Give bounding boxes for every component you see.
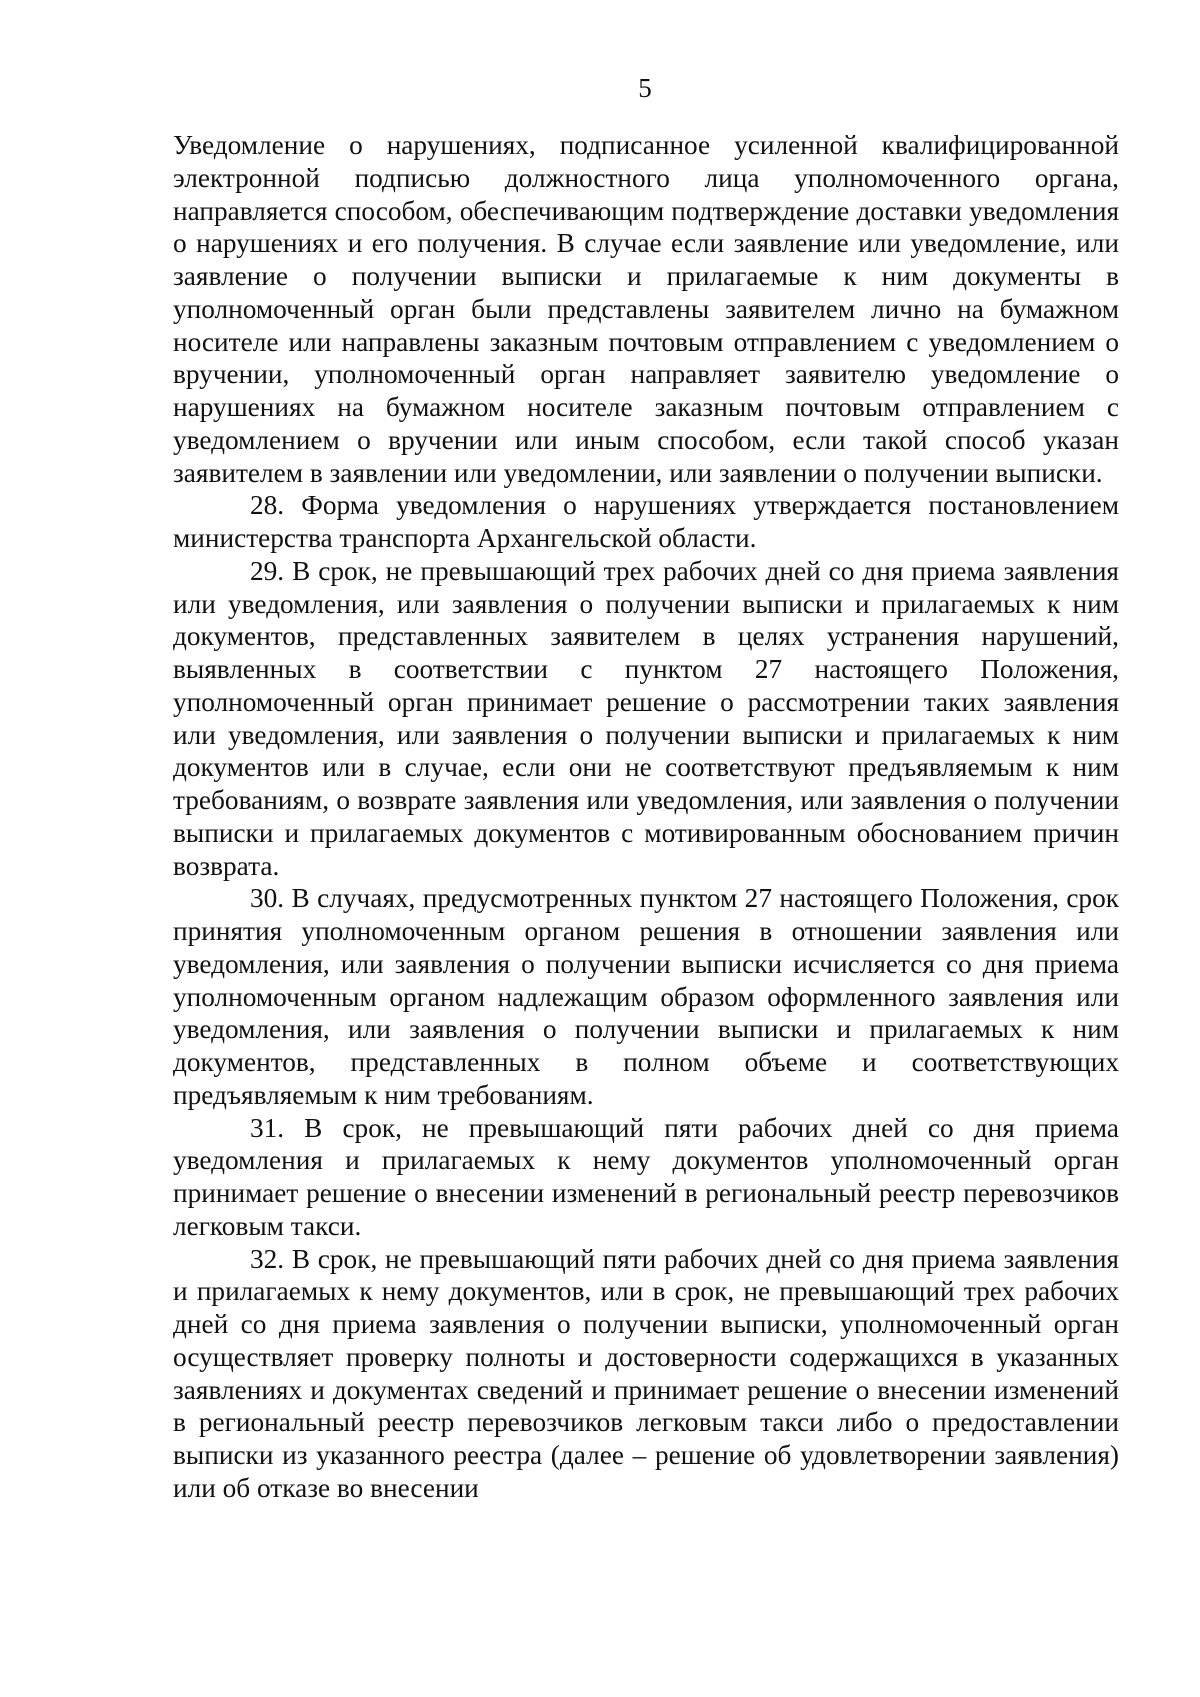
paragraph-27-continuation: Уведомление о нарушениях, подписанное усиленной квалифицированной электронной подписью должностного лица уполномоченного органа, направляется способом, обеспечивающим подтверждение доставки уведомления о нарушениях и его получения. В случае если заявление или уведомление, или заявление о получении выписки и прилагаемые к ним документы в уполномоченный орган были представлены заявителем лично на бумажном носителе или направлены заказным почтовым отправлением с уведомлением о вручении, уполномоченный орган направляет заявителю уведомление о нарушениях на бумажном носителе заказным почтовым отправлением с уведомлением о вручении или иным способом, если такой способ указан заявителем в заявлении или уведомлении, или заявлении о получении выписки. (173, 130, 1119, 488)
paragraph-28: 28. Форма уведомления о нарушениях утверждается постановлением министерства транспорта Архангельской области. (173, 490, 1119, 553)
paragraph-29: 29. В срок, не превышающий трех рабочих дней со дня приема заявления или уведомления, или заявления о получении выписки и прилагаемых к ним документов, представленных заявителем в целях устранения нарушений, выявленных в соответствии с пунктом 27 настоящего Положения, уполномоченный орган принимает решение о рассмотрении таких заявления или уведомления, или заявления о получении выписки и прилагаемых к ним документов или в случае, если они не соответствуют предъявляемым к ним требованиям, о возврате заявления или уведомления, или заявления о получении выписки и прилагаемых документов с мотивированным обоснованием причин возврата. (173, 555, 1119, 881)
page-number: 5 (638, 73, 652, 103)
paragraph-30: 30. В случаях, предусмотренных пунктом 27 настоящего Положения, срок принятия уполномоченным органом решения в отношении заявления или уведомления, или заявления о получении выписки исчисляется со дня приема уполномоченным органом надлежащим образом оформленного заявления или уведомления, или заявления о получении выписки и прилагаемых к ним документов, представленных в полном объеме и соответствующих предъявляемым к ним требованиям. (173, 883, 1119, 1110)
paragraph-32: 32. В срок, не превышающий пяти рабочих дней со дня приема заявления и прилагаемых к нему документов, или в срок, не превышающий трех рабочих дней со дня приема заявления о получении выписки, уполномоченный орган осуществляет проверку полноты и достоверности содержащихся в указанных заявлениях и документах сведений и принимает решение о внесении изменений в региональный реестр перевозчиков легковым такси либо о предоставлении выписки из указанного реестра (далее – решение об удовлетворении заявления) или об отказе во внесении (173, 1243, 1119, 1503)
paragraph-31: 31. В срок, не превышающий пяти рабочих дней со дня приема уведомления и прилагаемых к нему документов уполномоченный орган принимает решение о внесении изменений в региональный реестр перевозчиков легковым такси. (173, 1112, 1119, 1241)
document-body (173, 129, 1119, 1505)
